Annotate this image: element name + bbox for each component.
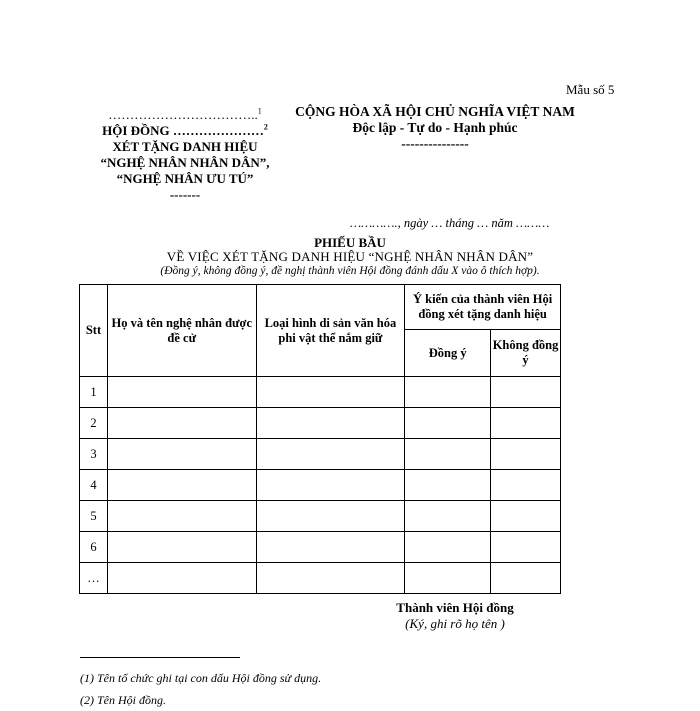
artisan-name-cell[interactable] (107, 532, 256, 563)
footnote-2: (2) Tên Hội đồng. (80, 693, 166, 707)
header-heritage-type: Loại hình di sản văn hóa phi vật thể nắm giữ (256, 285, 405, 377)
disagree-cell[interactable] (491, 563, 561, 594)
agree-cell[interactable] (405, 532, 491, 563)
row-number: 4 (80, 470, 108, 501)
footnote-1: (1) Tên tổ chức ghi tại con dấu Hội đồng sử dụng. (80, 671, 322, 685)
heritage-type-cell[interactable] (256, 377, 405, 408)
artisan-name-cell[interactable] (107, 377, 256, 408)
row-number: 1 (80, 377, 108, 408)
national-motto: Độc lập - Tự do - Hạnh phúc (352, 120, 518, 135)
row-number: … (80, 563, 108, 594)
disagree-cell[interactable] (491, 377, 561, 408)
heritage-type-cell[interactable] (256, 470, 405, 501)
signature-block (380, 600, 530, 632)
heritage-type-cell[interactable] (256, 501, 405, 532)
date-line: …………., ngày … tháng … năm ……… (350, 216, 550, 230)
artisan-name-cell[interactable] (107, 563, 256, 594)
artisan-name-cell[interactable] (107, 408, 256, 439)
table-row (80, 377, 561, 408)
signature-title: Thành viên Hội đồng (396, 600, 514, 615)
agree-cell[interactable] (405, 377, 491, 408)
title-people-artisan: “NGHỆ NHÂN NHÂN DÂN”, (100, 155, 270, 170)
header-artisan-name: Họ và tên nghệ nhân được đề cử (107, 285, 256, 377)
table-row (80, 470, 561, 501)
footnotes (80, 667, 321, 711)
artisan-name-cell[interactable] (107, 470, 256, 501)
row-number: 2 (80, 408, 108, 439)
header-agree: Đồng ý (405, 330, 491, 377)
table-row (80, 501, 561, 532)
disagree-cell[interactable] (491, 408, 561, 439)
artisan-name-cell[interactable] (107, 439, 256, 470)
agree-cell[interactable] (405, 439, 491, 470)
heritage-type-cell[interactable] (256, 563, 405, 594)
form-number: Mẫu số 5 (566, 82, 615, 97)
heritage-type-cell[interactable] (256, 408, 405, 439)
agree-cell[interactable] (405, 501, 491, 532)
council-header (80, 107, 290, 203)
council-name-line: HỘI ĐỒNG …………………$^2$ (102, 122, 268, 138)
title-meritorious-artisan: “NGHỆ NHÂN ƯU TÚ” (116, 171, 254, 186)
agree-cell[interactable] (405, 563, 491, 594)
table-row (80, 439, 561, 470)
artisan-name-cell[interactable] (107, 501, 256, 532)
ballot-title-block (80, 236, 620, 278)
heritage-type-cell[interactable] (256, 532, 405, 563)
signature-note: (Ký, ghi rõ họ tên ) (405, 616, 505, 631)
ballot-table (79, 284, 561, 594)
heritage-type-cell[interactable] (256, 439, 405, 470)
row-number: 5 (80, 501, 108, 532)
nation-name: CỘNG HÒA XÃ HỘI CHỦ NGHĨA VIỆT NAM (295, 104, 575, 119)
national-header-rule: --------------- (401, 136, 469, 151)
row-number: 3 (80, 439, 108, 470)
council-purpose-line: XÉT TẶNG DANH HIỆU (112, 139, 258, 154)
ballot-subtitle: VỀ VIỆC XÉT TẶNG DANH HIỆU “NGHỆ NHÂN NHÂN DÂN” (166, 249, 534, 264)
header-stt: Stt (80, 285, 108, 377)
ballot-instruction: (Đồng ý, không đồng ý, đề nghị thành viên Hội đồng đánh dấu X vào ô thích hợp). (160, 265, 540, 277)
agree-cell[interactable] (405, 408, 491, 439)
table-row (80, 532, 561, 563)
national-header (290, 104, 580, 152)
footnote-divider (80, 657, 240, 658)
header-disagree: Không đồng ý (491, 330, 561, 377)
disagree-cell[interactable] (491, 439, 561, 470)
disagree-cell[interactable] (491, 470, 561, 501)
row-number: 6 (80, 532, 108, 563)
table-row (80, 408, 561, 439)
ballot-title: PHIẾU BẦU (314, 235, 386, 250)
disagree-cell[interactable] (491, 532, 561, 563)
agree-cell[interactable] (405, 470, 491, 501)
header-council-opinion: Ý kiến của thành viên Hội đồng xét tặng danh hiệu (405, 285, 561, 330)
disagree-cell[interactable] (491, 501, 561, 532)
left-header-rule: ------- (169, 187, 201, 202)
table-row (80, 563, 561, 594)
organization-line: ……………………………..$^1$ (108, 106, 262, 122)
